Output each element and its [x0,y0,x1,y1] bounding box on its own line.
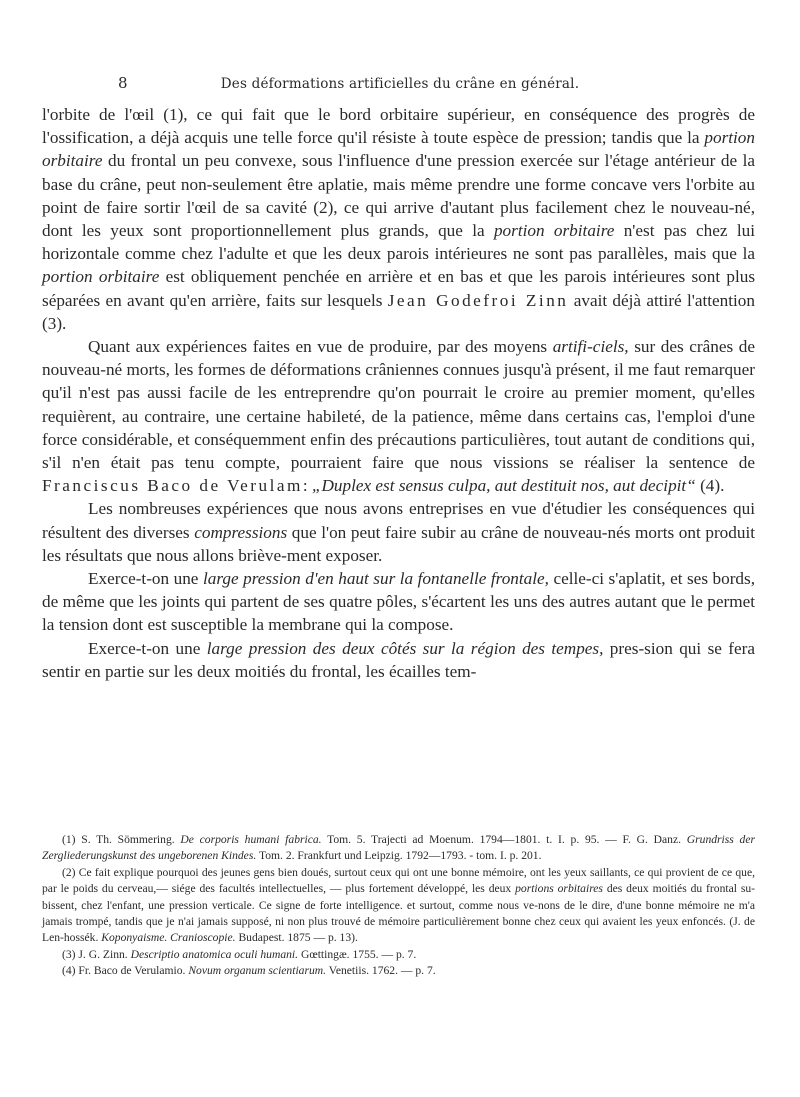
running-title: Des déformations artificielles du crâne en général. [220,76,580,92]
main-text [42,103,755,683]
footnote-2: (2) Ce fait explique pourquoi des jeunes gens bien doués, surtout ceux qui ont une bonne mémoire, ont les yeux saillants, ce qui provient de ce que, par le poids du cerveau,— siége des facultés intellectuelles, — plus fortement développé, les deux portions orbitaires des deux moitiés du frontal su-bissent, chez l'enfant, une pression verticale. Ce signe de forte intelligence. et surtout, comme nous ve-nons de le dire, d'une bonne mémoire ne m'a jamais trompé, tandis que je n'ai jamais supposé, ni non plus trouvé de mémoire particulièrement bonne chez ceux qui avaient les yeux enfoncés. (J. de Len-hossék. Koponyaisme. Cranioscopie. Budapest. 1875 — p. 13). [42,865,756,945]
footnote-1: (1) S. Th. Sömmering. De corporis humani fabrica. Tom. 5. Trajecti ad Moenum. 1794—1801. t. I. p. 95. — F. G. Danz. Grundriss der Zergliederungskunst des ungeborenen Kindes. Tom. 2. Frankfurt und Leipzig. 1792—1793. - tom. I. p. 201. [42,833,755,863]
page-number: 8 [118,74,128,92]
paragraph-5: Exerce-t-on une large pression des deux côtés sur la région des tempes, pres-sion qui se fera sentir en partie sur les deux moitiés du frontal, les écailles tem- [42,638,755,681]
footnote-4: (4) Fr. Baco de Verulamio. Novum organum scientiarum. Venetiis. 1762. — p. 7. [62,964,436,978]
latin-quote: „Duplex est sensus culpa, aut destituit nos, aut decipit“ [311,476,696,496]
footnotes [42,832,755,980]
author-name: Jean Godefroi Zinn [387,290,569,310]
running-head [0,74,800,96]
author-name: Franciscus Baco de Verulam [42,476,303,496]
paragraph-4: Exerce-t-on une large pression d'en haut sur la fontanelle frontale, celle-ci s'aplatit, et ses bords, de même que les joints qui partent de ses quatre pôles, s'écartent les uns des autres autant que le permet la tension dont est susceptible la membrane qui la compose. [42,569,756,635]
paragraph-3: Les nombreuses expériences que nous avons entreprises en vue d'étudier les conséquences qui résultent des diverses compressions que l'on peut faire subir au crâne de nouveau-nés morts ont produit les résultats que nous allons briève-ment exposer. [42,499,756,565]
footnote-3: (3) J. G. Zinn. Descriptio anatomica oculi humani. Gœttingæ. 1755. — p. 7. [62,947,417,961]
paragraph-1: l'orbite de l'œil (1), ce qui fait que le bord orbitaire supérieur, en conséquence des progrès de l'ossification, a déjà acquis une telle force qu'il résiste à toute espèce de pression; tandis que la portion orbitaire du frontal un peu convexe, sous l'influence d'une pression exercée sur l'étage antérieur de la base du crâne, peut non-seulement être aplatie, mais même prendre une forme concave vers l'orbite au point de faire sortir l'œil de sa cavité (2), ce qui arrive d'autant plus facilement chez le nouveau-né, dont les yeux sont proportionnellement plus grands, que la portion orbitaire n'est pas chez lui horizontale comme chez l'adulte et que les deux parois intérieures ne sont pas parallèles, mais que la portion orbitaire est obliquement penchée en arrière et en bas et que les parois intérieures sont plus séparées en avant qu'en arrière, faits sur lesquels Jean Godefroi Zinn avait déjà attiré l'attention (3). [42,105,756,333]
paragraph-2: Quant aux expériences faites en vue de produire, par des moyens artifi-ciels, sur des crânes de nouveau-né morts, les formes de déformations crâniennes connues jusqu'à présent, il me faut remarquer qu'il n'est pas aussi facile de les entreprendre qu'on pourrait le croire au premier moment, qu'elles requièrent, au contraire, une certaine habileté, de la patience, même dans certains cas, l'emploi d'une force considérable, et conséquemment enfin des précautions particulières, tout autant de conditions qui, s'il n'en était pas tenu compte, pourraient faire que nous vissions se réaliser la sentence de Franciscus Baco de Verulam: „Duplex est sensus culpa, aut destituit nos, aut decipit“ (4). [42,337,755,496]
